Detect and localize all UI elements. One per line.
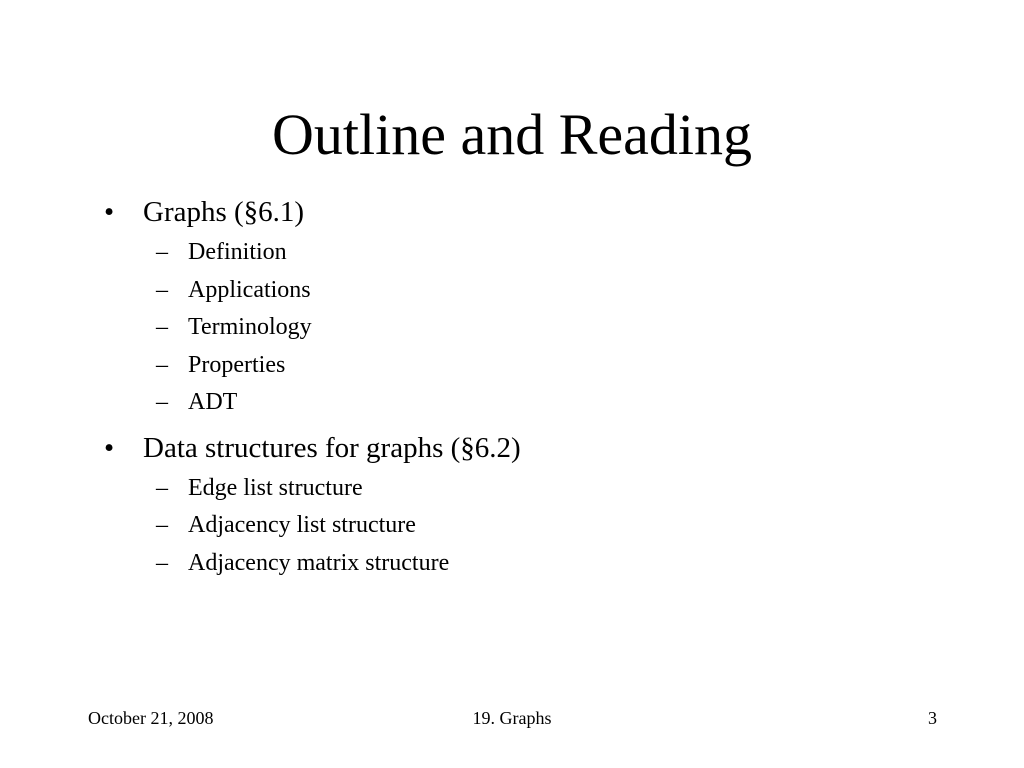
sub-item [104, 347, 984, 385]
section-data-structures [104, 426, 984, 583]
bullet-label: Graphs (§6.1) [143, 196, 305, 228]
dash-marker: – [156, 351, 168, 378]
sub-item-label: Terminology [188, 314, 312, 340]
bullet-item [104, 426, 984, 470]
dash-marker: – [156, 389, 168, 415]
sub-item [104, 545, 984, 583]
bullet-label: Data structures for graphs (§6.2) [143, 431, 521, 464]
sub-item [104, 309, 984, 347]
sub-item [104, 507, 984, 545]
bullet-marker: • [104, 431, 115, 464]
sub-item-label: Definition [188, 239, 287, 265]
sub-item-label: Properties [188, 351, 286, 378]
bullet-marker: • [104, 196, 115, 228]
footer-date: October 21, 2008 [88, 708, 214, 728]
dash-marker: – [156, 276, 168, 303]
dash-marker: – [156, 474, 168, 501]
sub-item-label: Applications [188, 276, 311, 303]
footer-title: 19. Graphs [472, 708, 552, 728]
sub-item-label: Edge list structure [188, 474, 363, 501]
sub-item-label: Adjacency matrix structure [188, 549, 450, 576]
slide-title: Outline and Reading [271, 102, 752, 167]
dash-marker: – [156, 314, 168, 340]
sub-item-label: ADT [188, 389, 238, 415]
outline-list [104, 190, 984, 582]
dash-marker: – [156, 239, 168, 265]
sub-item-label: Adjacency list structure [188, 512, 416, 538]
dash-marker: – [156, 549, 168, 576]
sub-item [104, 384, 984, 422]
bullet-item [104, 190, 984, 234]
sub-item [104, 272, 984, 310]
sub-item [104, 234, 984, 272]
sub-item [104, 470, 984, 508]
dash-marker: – [156, 512, 168, 538]
section-graphs [104, 190, 984, 422]
page-number: 3 [928, 708, 937, 728]
